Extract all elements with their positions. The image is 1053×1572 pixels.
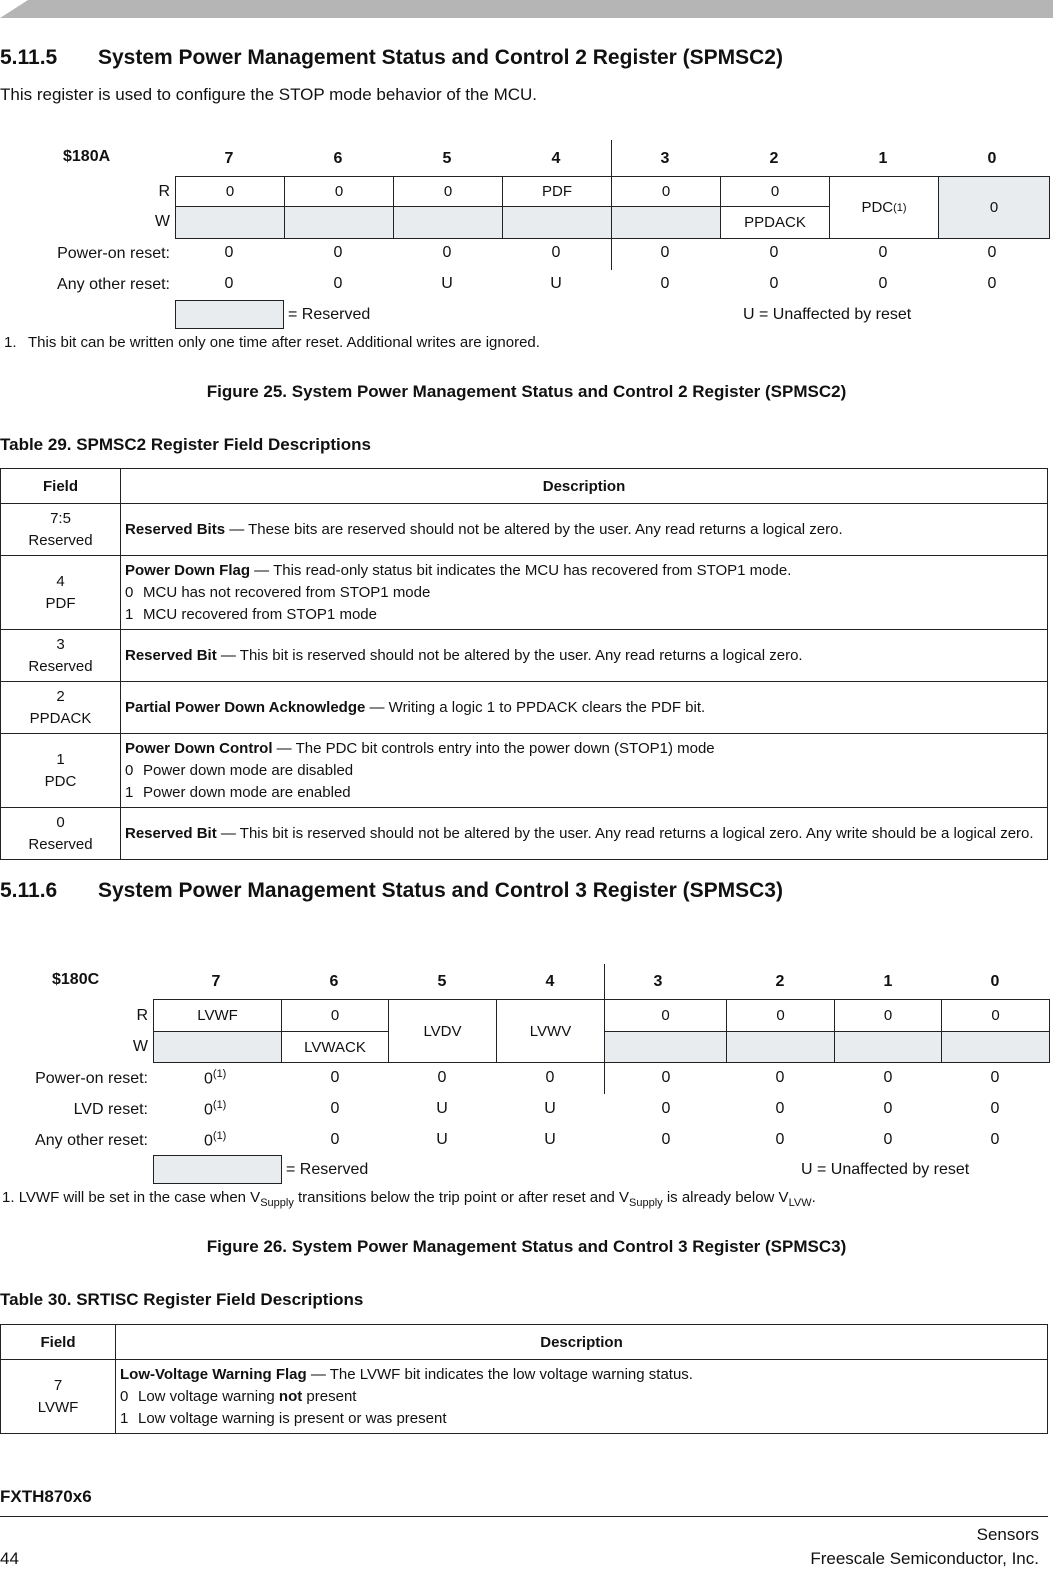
por-value: 0	[878, 244, 888, 261]
bit1-write-reserved	[834, 1031, 942, 1063]
table-row	[1, 808, 1048, 860]
table-row	[1, 682, 1048, 734]
footnote-sub: Supply	[260, 1197, 294, 1209]
footnote-text-d: .	[811, 1189, 816, 1206]
lvwf-lvd-value	[204, 1099, 226, 1119]
desc-title: Power Down Flag	[125, 561, 251, 579]
enum-item	[120, 1386, 1043, 1408]
other-reset-label: Any other reset:	[35, 1132, 148, 1149]
por-value: 0	[883, 1069, 893, 1086]
enum-key: 1	[125, 605, 134, 623]
bit6-write-reserved	[284, 206, 394, 239]
footnote-sub: Supply	[629, 1197, 663, 1209]
por-value: 0	[987, 244, 997, 261]
bit1-read-cell: 0	[834, 999, 942, 1032]
description-cell	[121, 556, 1048, 630]
pdc-label: PDC	[861, 199, 894, 216]
read-row-label: R	[158, 183, 170, 200]
section-title: System Power Management Status and Control 3 Register (SPMSC3)	[98, 879, 783, 902]
enum-value: MCU has not recovered from STOP1 mode	[143, 583, 431, 601]
footnote-number: 1.	[2, 1189, 15, 1206]
field-bit: 1	[56, 750, 65, 768]
bit-header: 3	[660, 150, 670, 167]
por-value: 0	[660, 244, 670, 261]
por-value: 0	[442, 244, 452, 261]
bit-header: 6	[333, 150, 343, 167]
section-heading-spmsc3	[0, 879, 783, 903]
document-id: FXTH870x6	[0, 1487, 92, 1506]
field-cell	[1, 630, 121, 682]
register-address: $180A	[63, 148, 111, 165]
bit3-read-cell: 0	[611, 176, 721, 207]
section-title: System Power Management Status and Control 2 Register (SPMSC2)	[98, 46, 783, 69]
other-reset-value: 0	[775, 1131, 785, 1148]
bit5-write-reserved	[393, 206, 503, 239]
other-reset-value: 0	[224, 275, 234, 292]
field-bit: 3	[56, 635, 65, 653]
other-reset-value: U	[550, 275, 562, 292]
bit3-write-reserved	[611, 206, 721, 239]
field-name: Reserved	[28, 835, 93, 853]
bit7-write-reserved	[175, 206, 285, 239]
reserved-legend-text: = Reserved	[286, 1161, 369, 1178]
unaffected-legend-text: U = Unaffected by reset	[801, 1161, 970, 1178]
desc-text: — The PDC bit controls entry into the power down (STOP1) mode	[272, 739, 715, 757]
field-cell	[1, 808, 121, 860]
field-bit: 4	[56, 572, 65, 590]
por-value: 0	[775, 1069, 785, 1086]
field-cell	[1, 1360, 116, 1434]
bit0-read-cell: 0	[941, 999, 1050, 1032]
other-reset-value: 0	[987, 275, 997, 292]
bit1-pdc-cell	[829, 176, 939, 239]
enum-value: Power down mode are enabled	[143, 783, 351, 801]
description-cell	[121, 808, 1048, 860]
bit-header: 0	[990, 973, 1000, 990]
other-reset-value: 0	[661, 1131, 671, 1148]
desc-text: — This read-only status bit indicates the MCU has recovered from STOP1 mode.	[250, 561, 792, 579]
bit-header: 1	[878, 150, 888, 167]
footnote	[2, 1189, 816, 1209]
field-name: Reserved	[28, 657, 93, 675]
col-description: Description	[121, 469, 1048, 504]
enum-value-tail: present	[302, 1387, 357, 1405]
bit-header: 6	[329, 973, 339, 990]
lvd-value: 0	[661, 1100, 671, 1117]
enum-value: Low voltage warning is present or was present	[138, 1409, 447, 1427]
page-number: 44	[0, 1549, 19, 1568]
bit-header: 5	[437, 973, 447, 990]
footnote-ref: (1)	[212, 1130, 227, 1142]
description-cell	[121, 630, 1048, 682]
enum-key: 1	[120, 1409, 129, 1427]
other-reset-value: 0	[990, 1131, 1000, 1148]
value-text: 0	[204, 1070, 213, 1088]
value-text: 0	[204, 1101, 213, 1119]
footnote-sub: LVW	[788, 1197, 812, 1209]
enum-key: 1	[125, 783, 134, 801]
footnote-ref: (1)	[212, 1068, 227, 1080]
other-reset-value: U	[441, 275, 453, 292]
table-spmsc2-fields	[0, 468, 1048, 860]
footnote-text-a: LVWF will be set in the case when V	[18, 1189, 261, 1206]
enum-item	[125, 582, 1043, 604]
por-value: 0	[551, 244, 561, 261]
footnote-text: This bit can be written only one time after reset. Additional writes are ignored.	[28, 334, 540, 351]
field-bit: 7:5	[50, 509, 71, 527]
description-cell	[121, 734, 1048, 808]
other-reset-value: 0	[878, 275, 888, 292]
field-cell	[1, 504, 121, 556]
table-row	[1, 556, 1048, 630]
description-cell	[121, 504, 1048, 556]
table-row	[1, 734, 1048, 808]
desc-title: Reserved Bits	[125, 520, 226, 538]
bit-header: 2	[769, 150, 779, 167]
desc-text: — These bits are reserved should not be altered by the user. Any read returns a logical zero.	[225, 520, 843, 538]
enum-value: Low voltage warning	[138, 1387, 279, 1405]
field-cell	[1, 734, 121, 808]
footnote-text-b: transitions below the trip point or after reset and V	[293, 1189, 630, 1206]
bit0-reserved-cell: 0	[938, 176, 1050, 239]
enum-value: Power down mode are disabled	[143, 761, 354, 779]
section-number: 5.11.6	[0, 879, 58, 902]
bit7-read-cell: 0	[175, 176, 285, 207]
enum-emphasis: not	[278, 1387, 303, 1405]
bit4-write-reserved	[502, 206, 612, 239]
figure-caption-25: Figure 25. System Power Management Status and Control 2 Register (SPMSC2)	[206, 382, 847, 401]
field-name: PPDACK	[29, 709, 92, 727]
enum-item	[125, 782, 1043, 804]
section-heading-spmsc2	[0, 46, 783, 70]
bit2-write-cell: PPDACK	[720, 206, 830, 239]
read-row-label: R	[136, 1007, 148, 1024]
desc-text: — This bit is reserved should not be altered by the user. Any read returns a logical zero.	[216, 646, 803, 664]
table-row	[1, 504, 1048, 556]
desc-title: Reserved Bit	[125, 824, 217, 842]
field-bit: 0	[56, 813, 65, 831]
table-header-row	[1, 469, 1048, 504]
other-reset-value: 0	[333, 275, 343, 292]
footer-company: Freescale Semiconductor, Inc.	[810, 1549, 1039, 1568]
desc-title: Partial Power Down Acknowledge	[125, 698, 366, 716]
unaffected-legend-text: U = Unaffected by reset	[743, 306, 912, 323]
footer-category: Sensors	[976, 1525, 1039, 1544]
lvd-value: 0	[775, 1100, 785, 1117]
footer-rule	[0, 1516, 1048, 1517]
footnote-ref: (1)	[212, 1099, 227, 1111]
bit6-read-cell: 0	[281, 999, 389, 1032]
enum-key: 0	[120, 1387, 129, 1405]
enum-value: MCU recovered from STOP1 mode	[143, 605, 377, 623]
field-bit: 2	[56, 687, 65, 705]
write-row-label: W	[132, 1038, 148, 1055]
reserved-legend-swatch	[153, 1155, 282, 1184]
por-value: 0	[224, 244, 234, 261]
other-reset-value: 0	[769, 275, 779, 292]
field-cell	[1, 682, 121, 734]
bit-header: 7	[211, 973, 221, 990]
desc-title: Reserved Bit	[125, 646, 217, 664]
table-srtisc-fields	[0, 1324, 1048, 1434]
desc-title: Low-Voltage Warning Flag	[120, 1365, 307, 1383]
intro-paragraph: This register is used to configure the STOP mode behavior of the MCU.	[0, 85, 538, 104]
power-on-reset-label: Power-on reset:	[35, 1070, 148, 1087]
por-value: 0	[661, 1069, 671, 1086]
footnote-number: 1.	[4, 334, 17, 351]
pdc-footnote-ref: (1)	[893, 201, 907, 214]
field-bit: 7	[53, 1376, 63, 1394]
enum-item	[125, 604, 1043, 626]
bit2-read-cell: 0	[726, 999, 835, 1032]
field-name: LVWF	[37, 1398, 79, 1416]
lvwf-other-value	[204, 1130, 226, 1150]
bit-header: 4	[551, 150, 561, 167]
reserved-legend-text: = Reserved	[288, 306, 371, 323]
col-field: Field	[1, 1325, 116, 1360]
other-reset-value: 0	[330, 1131, 340, 1148]
write-row-label: W	[154, 213, 170, 230]
table-header-row	[1, 1325, 1048, 1360]
bit-header: 1	[883, 973, 893, 990]
field-cell	[1, 556, 121, 630]
enum-item	[125, 760, 1043, 782]
bit5-read-cell: 0	[393, 176, 503, 207]
por-value: 0	[769, 244, 779, 261]
bit6-read-cell: 0	[284, 176, 394, 207]
enum-key: 0	[125, 583, 134, 601]
lvwf-por-value	[204, 1068, 226, 1088]
bit5-lvdv-cell: LVDV	[388, 999, 497, 1063]
field-name: PDC	[44, 772, 77, 790]
bit7-read-lvwf: LVWF	[153, 999, 282, 1032]
lvd-value: U	[436, 1100, 448, 1117]
description-cell	[116, 1360, 1048, 1434]
bit2-read-cell: 0	[720, 176, 830, 207]
figure-caption-26: Figure 26. System Power Management Status and Control 3 Register (SPMSC3)	[206, 1237, 847, 1256]
desc-text: — This bit is reserved should not be altered by the user. Any read returns a logical zero. Any write should be a logical zero.	[216, 824, 1034, 842]
bit-header: 4	[545, 973, 555, 990]
table-caption-29: Table 29. SPMSC2 Register Field Descriptions	[0, 435, 371, 454]
por-value: 0	[545, 1069, 555, 1086]
bit7-write-reserved	[153, 1031, 282, 1063]
table-row	[1, 630, 1048, 682]
description-cell	[121, 682, 1048, 734]
other-reset-value: 0	[883, 1131, 893, 1148]
other-reset-label: Any other reset:	[57, 276, 170, 293]
col-description: Description	[116, 1325, 1048, 1360]
col-field: Field	[1, 469, 121, 504]
top-banner	[0, 0, 1053, 18]
section-number: 5.11.5	[0, 46, 58, 69]
bit4-read-cell: PDF	[502, 176, 612, 207]
por-value: 0	[333, 244, 343, 261]
table-row	[1, 1360, 1048, 1434]
other-reset-value: 0	[660, 275, 670, 292]
other-reset-value: U	[544, 1131, 556, 1148]
bit0-write-reserved	[941, 1031, 1050, 1063]
bit3-read-cell: 0	[604, 999, 727, 1032]
lvd-value: 0	[883, 1100, 893, 1117]
lvd-value: U	[544, 1100, 556, 1117]
bit6-write-lvwack: LVWACK	[281, 1031, 389, 1063]
table-caption-30: Table 30. SRTISC Register Field Descriptions	[0, 1290, 364, 1309]
desc-text: — The LVWF bit indicates the low voltage warning status.	[306, 1365, 693, 1383]
other-reset-value: U	[436, 1131, 448, 1148]
bit-header: 7	[224, 150, 234, 167]
bit3-write-reserved	[604, 1031, 727, 1063]
enum-key: 0	[125, 761, 134, 779]
bit-header: 0	[987, 150, 997, 167]
enum-item	[120, 1408, 1043, 1430]
bit2-write-reserved	[726, 1031, 835, 1063]
lvd-value: 0	[990, 1100, 1000, 1117]
bit-header: 2	[775, 973, 785, 990]
por-value: 0	[330, 1069, 340, 1086]
por-value: 0	[437, 1069, 447, 1086]
lvd-value: 0	[330, 1100, 340, 1117]
desc-title: Power Down Control	[125, 739, 273, 757]
field-name: PDF	[45, 594, 76, 612]
field-name: Reserved	[28, 531, 93, 549]
power-on-reset-label: Power-on reset:	[57, 245, 170, 262]
footnote-text-c: is already below V	[662, 1189, 789, 1206]
register-address: $180C	[52, 971, 100, 988]
value-text: 0	[204, 1132, 213, 1150]
desc-text: — Writing a logic 1 to PPDACK clears the PDF bit.	[365, 698, 706, 716]
por-value: 0	[990, 1069, 1000, 1086]
bit-header: 5	[442, 150, 452, 167]
bit4-lvwv-cell: LVWV	[496, 999, 605, 1063]
bit-header: 3	[653, 973, 663, 990]
reserved-legend-swatch	[175, 300, 284, 329]
lvd-reset-label: LVD reset:	[73, 1101, 148, 1118]
